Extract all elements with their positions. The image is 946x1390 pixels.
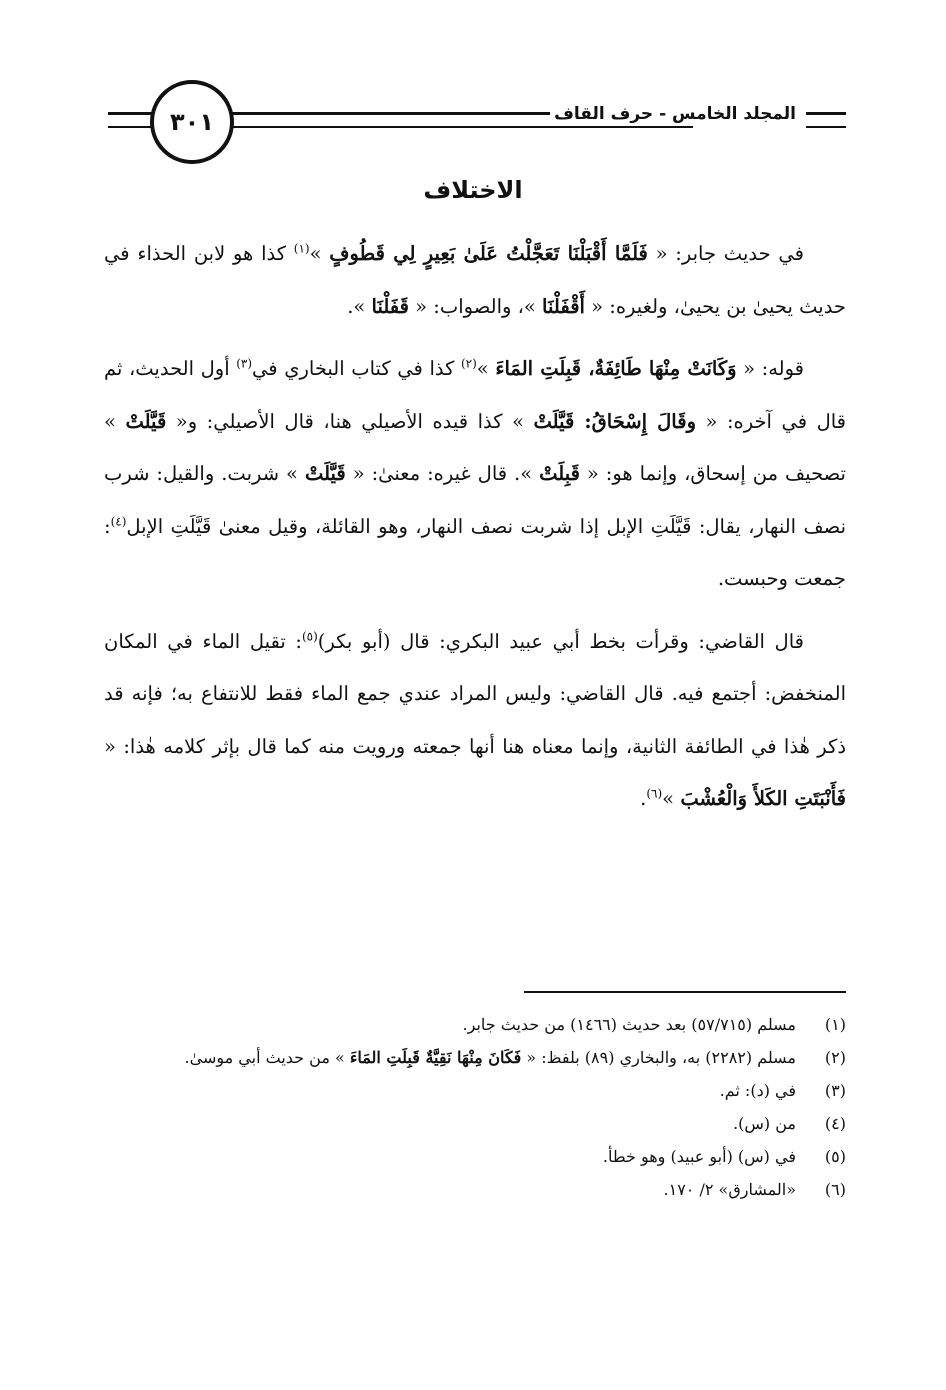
hadith-quote: فَكَانَ مِنْهَا نَقِيَّةٌ قَبِلَتِ المَاءَ bbox=[349, 1048, 522, 1067]
footnote-item bbox=[104, 1010, 846, 1039]
footnote-item bbox=[104, 1175, 846, 1204]
text-run: ». bbox=[347, 294, 372, 318]
page-number: ٣٠١ bbox=[150, 80, 234, 164]
hadith-quote: وقَالَ إِسْحَاقُ: قَيَّلَتْ bbox=[533, 409, 696, 433]
paragraph-3 bbox=[104, 616, 846, 826]
text-run: كذا هو لابن الحذاء في حديث يحيىٰ بن يحيىٰ، ولغيره: « bbox=[104, 242, 846, 318]
footnote-number: (٢) bbox=[824, 1048, 846, 1067]
footnote-ref[interactable]: (١) bbox=[293, 241, 310, 256]
text-run: : جمعت وحبست. bbox=[104, 514, 846, 590]
footnote-ref[interactable]: (٤) bbox=[110, 514, 127, 528]
text-run: » bbox=[309, 242, 330, 265]
hadith-quote: فَلَمَّا أَقْبَلْنَا تَعَجَّلْتُ عَلَىٰ بَعِيرٍ لِي قَطُوفٍ bbox=[329, 242, 648, 265]
footnote-number: (٥) bbox=[824, 1147, 846, 1166]
text-run: أول الحديث، ثم قال في آخره: « bbox=[104, 357, 846, 433]
text-run: مسلم (٢٢٨٢) به، والبخاري (٨٩) بلفظ: « bbox=[521, 1048, 796, 1067]
hadith-quote: قَبِلَتْ bbox=[539, 462, 580, 485]
footnote-item bbox=[104, 1076, 846, 1105]
text-run: » كذا قيده الأصيلي هنا، قال الأصيلي: و« bbox=[166, 409, 534, 433]
hadith-quote: قَفَلْنَا bbox=[371, 294, 409, 318]
footnote-text: من (س). bbox=[733, 1114, 796, 1133]
text-run: كذا في كتاب البخاري في bbox=[252, 357, 461, 380]
footnote-text: في (د): ثم. bbox=[719, 1081, 796, 1100]
footnote-number: (٤) bbox=[824, 1114, 846, 1133]
footnote-item bbox=[104, 1109, 846, 1138]
footnote-text: مسلم (٥٧/٧١٥) بعد حديث (١٤٦٦) من حديث جابر. bbox=[462, 1015, 796, 1034]
hadith-quote: وَكَانَتْ مِنْهَا طَائِفَةٌ، قَبِلَتِ المَاءَ bbox=[495, 357, 737, 380]
footnote-ref[interactable]: (٥) bbox=[301, 629, 318, 643]
footnote-separator bbox=[524, 991, 846, 993]
footnote-ref[interactable]: (٦) bbox=[646, 786, 663, 801]
text-run: » تصحيف من إسحاق، وإنما هو: « bbox=[104, 409, 846, 485]
text-run: » bbox=[476, 357, 496, 380]
paragraph-2 bbox=[104, 343, 846, 606]
hadith-quote: قَيَّلَتْ bbox=[125, 409, 167, 433]
text-run: » من حديث أبي موسىٰ. bbox=[184, 1048, 350, 1067]
text-run: ». قال غيره: معنىٰ: « bbox=[345, 462, 540, 485]
footnote-number: (٣) bbox=[824, 1081, 846, 1100]
main-text bbox=[104, 228, 846, 836]
paragraph-1 bbox=[104, 228, 846, 333]
footnote-ref[interactable]: (٣) bbox=[236, 356, 253, 371]
text-run: قال القاضي: وقرأت بخط أبي عبيد البكري: قال (أبو بكر) bbox=[317, 629, 804, 653]
header-rule-right bbox=[806, 112, 846, 128]
footnote-item bbox=[104, 1142, 846, 1171]
hadith-quote: قَيَّلَتْ bbox=[304, 462, 346, 485]
footnote-number: (٦) bbox=[824, 1180, 846, 1199]
footnote-ref[interactable]: (٢) bbox=[460, 356, 477, 371]
footnote-text: «المشارق» ٢/ ١٧٠. bbox=[663, 1180, 796, 1199]
footnote-text bbox=[104, 1043, 796, 1072]
text-run: . bbox=[640, 787, 647, 810]
footnotes bbox=[104, 1010, 846, 1208]
hadith-quote: فَأَنْبَتَتِ الكَلأَ وَالْعُشْبَ bbox=[680, 787, 846, 810]
text-run: في حديث جابر: « bbox=[647, 242, 804, 265]
text-run: قوله: « bbox=[736, 357, 804, 380]
hadith-quote: أَقْفَلْنَا bbox=[542, 294, 585, 318]
text-run: : تقيل الماء في المكان المنخفض: أجتمع فيه. قال القاضي: وليس المراد عندي جمع الماء فقط للانتفاع به؛ فإنه قد ذكر هٰذا في الطائفة الثانية، وإنما معناه هنا أنها جمعته ورويت منه كما قال بإثر كلامه هٰذا: « bbox=[104, 629, 846, 758]
footnote-number: (١) bbox=[824, 1015, 846, 1034]
running-header bbox=[108, 62, 846, 172]
text-run: »، والصواب: « bbox=[408, 294, 543, 318]
running-title: المجلد الخامس - حرف القاف bbox=[550, 104, 800, 124]
text-run: » bbox=[662, 787, 681, 810]
footnote-text: في (س) (أبو عبيد) وهو خطأ. bbox=[602, 1147, 796, 1166]
section-title: الاختلاف bbox=[423, 176, 523, 204]
text-run: » شربت. والقيل: شرب نصف النهار، يقال: قَيَّلَتِ الإبل إذا شربت نصف النهار، وهو القائلة، وقيل معنىٰ قَيَّلَتِ الإبل bbox=[104, 462, 846, 538]
footnote-item bbox=[104, 1043, 846, 1072]
